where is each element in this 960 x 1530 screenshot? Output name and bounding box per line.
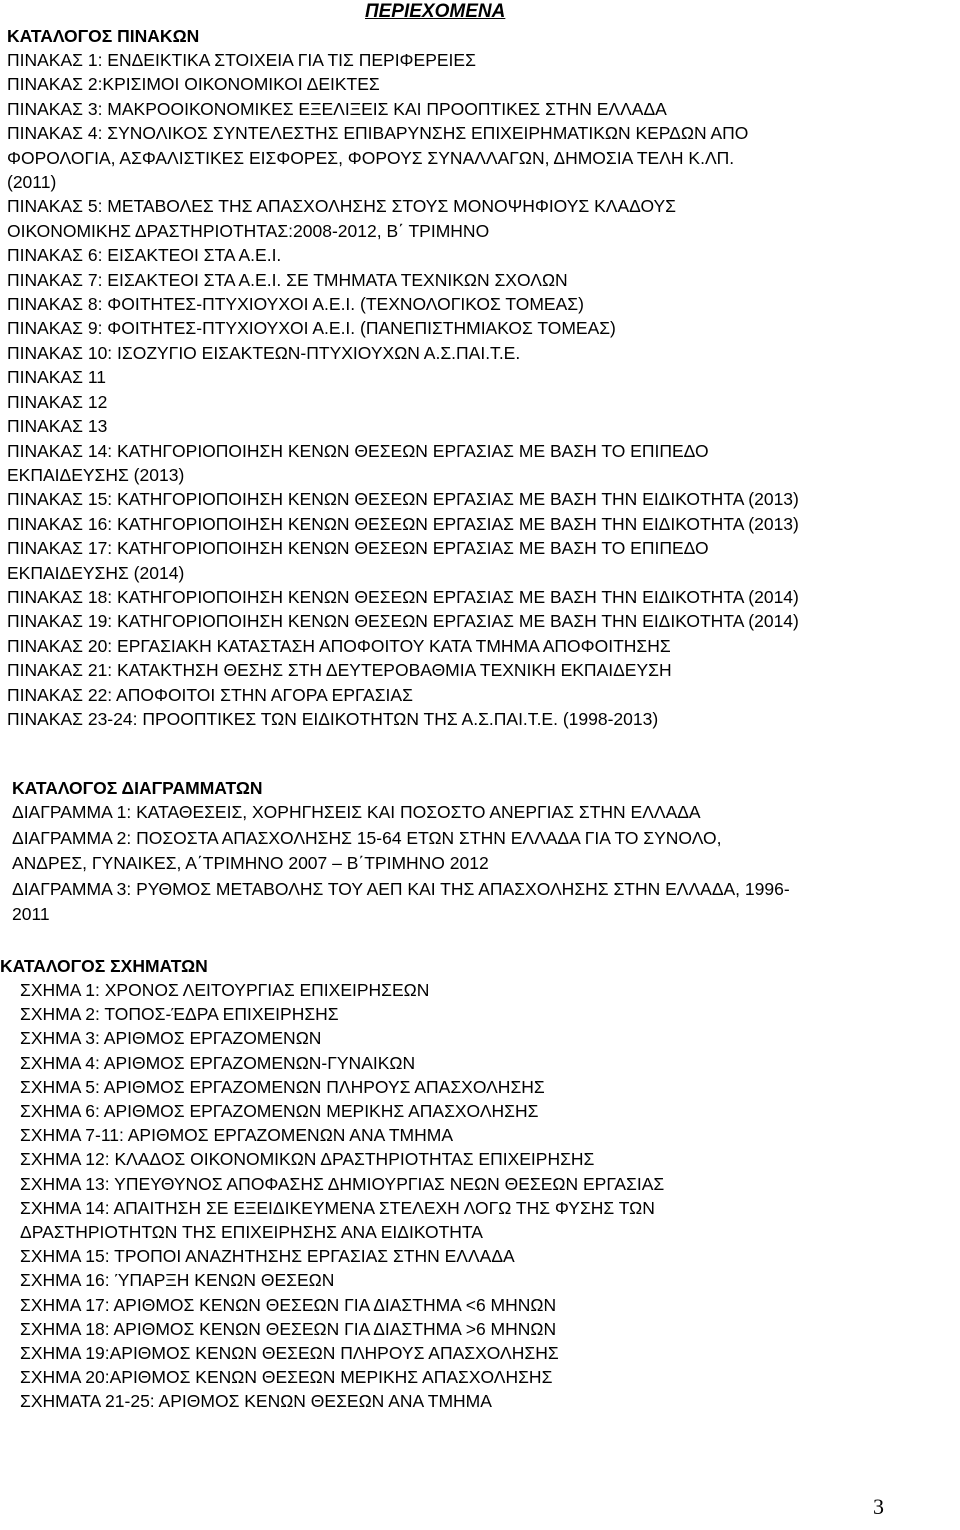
- table-entry: ΕΚΠΑΙΔΕΥΣΗΣ (2013): [7, 464, 185, 485]
- table-entry: ΠΙΝΑΚΑΣ 9: ΦΟΙΤΗΤΕΣ-ΠΤΥΧΙΟΥΧΟΙ Α.Ε.Ι. (ΠΑΝΕΠΙΣΤΗΜΙΑΚΟΣ ΤΟΜΕΑΣ): [7, 318, 616, 339]
- figure-entry: ΣΧΗΜΑ 4: ΑΡΙΘΜΟΣ ΕΡΓΑΖΟΜΕΝΩΝ-ΓΥΝΑΙΚΩΝ: [20, 1052, 416, 1073]
- table-entry: ΠΙΝΑΚΑΣ 23-24: ΠΡΟΟΠΤΙΚΕΣ ΤΩΝ ΕΙΔΙΚΟΤΗΤΩΝ ΤΗΣ Α.Σ.ΠΑΙ.Τ.Ε. (1998-2013): [7, 708, 659, 729]
- diagrams-list-section: [12, 776, 960, 928]
- figure-entry: ΣΧΗΜΑ 20:ΑΡΙΘΜΟΣ ΚΕΝΩΝ ΘΕΣΕΩΝ ΜΕΡΙΚΗΣ ΑΠΑΣΧΟΛΗΣΗΣ: [20, 1367, 553, 1388]
- diagram-entry: ΔΙΑΓΡΑΜΜΑ 3: ΡΥΘΜΟΣ ΜΕΤΑΒΟΛΗΣ ΤΟΥ ΑΕΠ ΚΑΙ ΤΗΣ ΑΠΑΣΧΟΛΗΣΗΣ ΣΤΗΝ ΕΛΛΑΔΑ, 1996-: [12, 878, 790, 899]
- table-entry: ΠΙΝΑΚΑΣ 5: ΜΕΤΑΒΟΛΕΣ ΤΗΣ ΑΠΑΣΧΟΛΗΣΗΣ ΣΤΟΥΣ ΜΟΝΟΨΗΦΙΟΥΣ ΚΛΑΔΟΥΣ: [7, 196, 676, 217]
- diagram-entry: ΑΝΔΡΕΣ, ΓΥΝΑΙΚΕΣ, Α΄ΤΡΙΜΗΝΟ 2007 – Β΄ΤΡΙΜΗΝΟ 2012: [12, 853, 489, 873]
- figure-entry: ΣΧΗΜΑ 14: ΑΠΑΙΤΗΣΗ ΣΕ ΕΞΕΙΔΙΚΕΥΜΕΝΑ ΣΤΕΛΕΧΗ ΛΟΓΩ ΤΗΣ ΦΥΣΗΣ ΤΩΝ: [20, 1197, 655, 1218]
- figure-entry: ΣΧΗΜΑ 2: ΤΟΠΟΣ-ΈΔΡΑ ΕΠΙΧΕΙΡΗΣΗΣ: [20, 1004, 339, 1025]
- table-entry: ΠΙΝΑΚΑΣ 7: ΕΙΣΑΚΤΕΟΙ ΣΤΑ Α.Ε.Ι. ΣΕ ΤΜΗΜΑΤΑ ΤΕΧΝΙΚΩΝ ΣΧΟΛΩΝ: [7, 269, 568, 290]
- page-heading: ΠΕΡΙΕΧΟΜΕΝΑ: [365, 1, 506, 22]
- table-entry: ΠΙΝΑΚΑΣ 8: ΦΟΙΤΗΤΕΣ-ΠΤΥΧΙΟΥΧΟΙ Α.Ε.Ι. (ΤΕΧΝΟΛΟΓΙΚΟΣ ΤΟΜΕΑΣ): [7, 294, 584, 315]
- figure-entry: ΣΧΗΜΑ 7-11: ΑΡΙΘΜΟΣ ΕΡΓΑΖΟΜΕΝΩΝ ΑΝΑ ΤΜΗΜΑ: [20, 1125, 454, 1146]
- tables-list-section: [7, 24, 960, 731]
- figure-entry: ΔΡΑΣΤΗΡΙΟΤΗΤΩΝ ΤΗΣ ΕΠΙΧΕΙΡΗΣΗΣ ΑΝΑ ΕΙΔΙΚΟΤΗΤΑ: [20, 1222, 483, 1243]
- table-entry: ΠΙΝΑΚΑΣ 22: ΑΠΟΦΟΙΤΟΙ ΣΤΗΝ ΑΓΟΡΑ ΕΡΓΑΣΙΑΣ: [7, 684, 413, 705]
- table-entry: ΠΙΝΑΚΑΣ 1: ΕΝΔΕΙΚΤΙΚΑ ΣΤΟΙΧΕΙΑ ΓΙΑ ΤΙΣ ΠΕΡΙΦΕΡΕΙΕΣ: [7, 50, 476, 70]
- figures-list-title: ΚΑΤΑΛΟΓΟΣ ΣΧΗΜΑΤΩΝ: [0, 956, 208, 976]
- figure-entry: ΣΧΗΜΑ 18: ΑΡΙΘΜΟΣ ΚΕΝΩΝ ΘΕΣΕΩΝ ΓΙΑ ΔΙΑΣΤΗΜΑ >6 ΜΗΝΩΝ: [20, 1318, 557, 1339]
- table-entry: ΦΟΡΟΛΟΓΙΑ, ΑΣΦΑΛΙΣΤΙΚΕΣ ΕΙΣΦΟΡΕΣ, ΦΟΡΟΥΣ ΣΥΝΑΛΛΑΓΩΝ, ΔΗΜΟΣΙΑ ΤΕΛΗ Κ.ΛΠ.: [7, 147, 735, 168]
- tables-list-title: ΚΑΤΑΛΟΓΟΣ ΠΙΝΑΚΩΝ: [7, 26, 200, 46]
- figure-entry: ΣΧΗΜΑΤΑ 21-25: ΑΡΙΘΜΟΣ ΚΕΝΩΝ ΘΕΣΕΩΝ ΑΝΑ ΤΜΗΜΑ: [20, 1391, 492, 1412]
- diagram-entry: ΔΙΑΓΡΑΜΜΑ 1: ΚΑΤΑΘΕΣΕΙΣ, ΧΟΡΗΓΗΣΕΙΣ ΚΑΙ ΠΟΣΟΣΤΟ ΑΝΕΡΓΙΑΣ ΣΤΗΝ ΕΛΛΑΔΑ: [12, 802, 701, 822]
- table-entry: ΠΙΝΑΚΑΣ 4: ΣΥΝΟΛΙΚΟΣ ΣΥΝΤΕΛΕΣΤΗΣ ΕΠΙΒΑΡΥΝΣΗΣ ΕΠΙΧΕΙΡΗΜΑΤΙΚΩΝ ΚΕΡΔΩΝ ΑΠΟ: [7, 123, 749, 144]
- diagram-entry: 2011: [12, 904, 50, 924]
- figures-list-entries: [0, 978, 960, 1414]
- figure-entry: ΣΧΗΜΑ 19:ΑΡΙΘΜΟΣ ΚΕΝΩΝ ΘΕΣΕΩΝ ΠΛΗΡΟΥΣ ΑΠΑΣΧΟΛΗΣΗΣ: [20, 1343, 559, 1364]
- figure-entry: ΣΧΗΜΑ 12: ΚΛΑΔΟΣ ΟΙΚΟΝΟΜΙΚΩΝ ΔΡΑΣΤΗΡΙΟΤΗΤΑΣ ΕΠΙΧΕΙΡΗΣΗΣ: [20, 1149, 595, 1170]
- table-entry: ΠΙΝΑΚΑΣ 16: ΚΑΤΗΓΟΡΙΟΠΟΙΗΣΗ ΚΕΝΩΝ ΘΕΣΕΩΝ ΕΡΓΑΣΙΑΣ ΜΕ ΒΑΣΗ ΤΗΝ ΕΙΔΙΚΟΤΗΤΑ (2013): [7, 513, 799, 534]
- figure-entry: ΣΧΗΜΑ 1: ΧΡΟΝΟΣ ΛΕΙΤΟΥΡΓΙΑΣ ΕΠΙΧΕΙΡΗΣΕΩΝ: [20, 980, 430, 1000]
- diagrams-list-entries: [12, 800, 960, 928]
- table-entry: ΠΙΝΑΚΑΣ 12: [7, 391, 108, 412]
- figure-entry: ΣΧΗΜΑ 13: ΥΠΕΥΘΥΝΟΣ ΑΠΟΦΑΣΗΣ ΔΗΜΙΟΥΡΓΙΑΣ ΝΕΩΝ ΘΕΣΕΩΝ ΕΡΓΑΣΙΑΣ: [20, 1173, 665, 1194]
- diagram-entry: ΔΙΑΓΡΑΜΜΑ 2: ΠΟΣΟΣΤΑ ΑΠΑΣΧΟΛΗΣΗΣ 15-64 ΕΤΩΝ ΣΤΗΝ ΕΛΛΑΔΑ ΓΙΑ ΤΟ ΣΥΝΟΛΟ,: [12, 827, 722, 848]
- table-entry: ΠΙΝΑΚΑΣ 2:ΚΡΙΣΙΜΟΙ ΟΙΚΟΝΟΜΙΚΟΙ ΔΕΙΚΤΕΣ: [7, 74, 380, 95]
- figure-entry: ΣΧΗΜΑ 3: ΑΡΙΘΜΟΣ ΕΡΓΑΖΟΜΕΝΩΝ: [20, 1028, 322, 1049]
- table-entry: ΟΙΚΟΝΟΜΙΚΗΣ ΔΡΑΣΤΗΡΙΟΤΗΤΑΣ:2008-2012, Β΄ ΤΡΙΜΗΝΟ: [7, 220, 490, 241]
- table-entry: ΠΙΝΑΚΑΣ 17: ΚΑΤΗΓΟΡΙΟΠΟΙΗΣΗ ΚΕΝΩΝ ΘΕΣΕΩΝ ΕΡΓΑΣΙΑΣ ΜΕ ΒΑΣΗ ΤΟ ΕΠΙΠΕΔΟ: [7, 538, 709, 559]
- table-entry: ΠΙΝΑΚΑΣ 11: [7, 367, 107, 388]
- figure-entry: ΣΧΗΜΑ 17: ΑΡΙΘΜΟΣ ΚΕΝΩΝ ΘΕΣΕΩΝ ΓΙΑ ΔΙΑΣΤΗΜΑ <6 ΜΗΝΩΝ: [20, 1294, 557, 1315]
- table-entry: ΠΙΝΑΚΑΣ 6: ΕΙΣΑΚΤΕΟΙ ΣΤΑ Α.Ε.Ι.: [7, 245, 282, 266]
- table-entry: ΠΙΝΑΚΑΣ 20: ΕΡΓΑΣΙΑΚΗ ΚΑΤΑΣΤΑΣΗ ΑΠΟΦΟΙΤΟΥ ΚΑΤΑ ΤΜΗΜΑ ΑΠΟΦΟΙΤΗΣΗΣ: [7, 635, 671, 656]
- figure-entry: ΣΧΗΜΑ 5: ΑΡΙΘΜΟΣ ΕΡΓΑΖΟΜΕΝΩΝ ΠΛΗΡΟΥΣ ΑΠΑΣΧΟΛΗΣΗΣ: [20, 1076, 545, 1097]
- table-entry: ΠΙΝΑΚΑΣ 14: ΚΑΤΗΓΟΡΙΟΠΟΙΗΣΗ ΚΕΝΩΝ ΘΕΣΕΩΝ ΕΡΓΑΣΙΑΣ ΜΕ ΒΑΣΗ ΤΟ ΕΠΙΠΕΔΟ: [7, 440, 709, 461]
- diagrams-list-title: ΚΑΤΑΛΟΓΟΣ ΔΙΑΓΡΑΜΜΑΤΩΝ: [12, 778, 263, 798]
- table-entry: ΠΙΝΑΚΑΣ 3: ΜΑΚΡΟΟΙΚΟΝΟΜΙΚΕΣ ΕΞΕΛΙΞΕΙΣ ΚΑΙ ΠΡΟΟΠΤΙΚΕΣ ΣΤΗΝ ΕΛΛΑΔΑ: [7, 98, 667, 119]
- table-entry: ΕΚΠΑΙΔΕΥΣΗΣ (2014): [7, 562, 185, 583]
- page-number: 3: [873, 1494, 884, 1519]
- table-entry: ΠΙΝΑΚΑΣ 15: ΚΑΤΗΓΟΡΙΟΠΟΙΗΣΗ ΚΕΝΩΝ ΘΕΣΕΩΝ ΕΡΓΑΣΙΑΣ ΜΕ ΒΑΣΗ ΤΗΝ ΕΙΔΙΚΟΤΗΤΑ (2013): [7, 489, 799, 510]
- table-entry: ΠΙΝΑΚΑΣ 19: ΚΑΤΗΓΟΡΙΟΠΟΙΗΣΗ ΚΕΝΩΝ ΘΕΣΕΩΝ ΕΡΓΑΣΙΑΣ ΜΕ ΒΑΣΗ ΤΗΝ ΕΙΔΙΚΟΤΗΤΑ (2014): [7, 611, 799, 632]
- figure-entry: ΣΧΗΜΑ 6: ΑΡΙΘΜΟΣ ΕΡΓΑΖΟΜΕΝΩΝ ΜΕΡΙΚΗΣ ΑΠΑΣΧΟΛΗΣΗΣ: [20, 1101, 539, 1122]
- figures-list-section: [0, 954, 960, 1414]
- table-entry: ΠΙΝΑΚΑΣ 13: [7, 416, 108, 437]
- table-entry: ΠΙΝΑΚΑΣ 18: ΚΑΤΗΓΟΡΙΟΠΟΙΗΣΗ ΚΕΝΩΝ ΘΕΣΕΩΝ ΕΡΓΑΣΙΑΣ ΜΕ ΒΑΣΗ ΤΗΝ ΕΙΔΙΚΟΤΗΤΑ (2014): [7, 586, 799, 607]
- figure-entry: ΣΧΗΜΑ 16: ΎΠΑΡΞΗ ΚΕΝΩΝ ΘΕΣΕΩΝ: [20, 1270, 335, 1291]
- table-entry: (2011): [7, 172, 57, 193]
- tables-list-entries: [7, 48, 960, 731]
- table-entry: ΠΙΝΑΚΑΣ 21: ΚΑΤΑΚΤΗΣΗ ΘΕΣΗΣ ΣΤΗ ΔΕΥΤΕΡΟΒΑΘΜΙΑ ΤΕΧΝΙΚΗ ΕΚΠΑΙΔΕΥΣΗ: [7, 660, 672, 681]
- table-entry: ΠΙΝΑΚΑΣ 10: ΙΣΟΖΥΓΙΟ ΕΙΣΑΚΤΕΩΝ-ΠΤΥΧΙΟΥΧΩΝ Α.Σ.ΠΑΙ.Τ.Ε.: [7, 342, 521, 363]
- figure-entry: ΣΧΗΜΑ 15: ΤΡΟΠΟΙ ΑΝΑΖΗΤΗΣΗΣ ΕΡΓΑΣΙΑΣ ΣΤΗΝ ΕΛΛΑΔΑ: [20, 1246, 515, 1267]
